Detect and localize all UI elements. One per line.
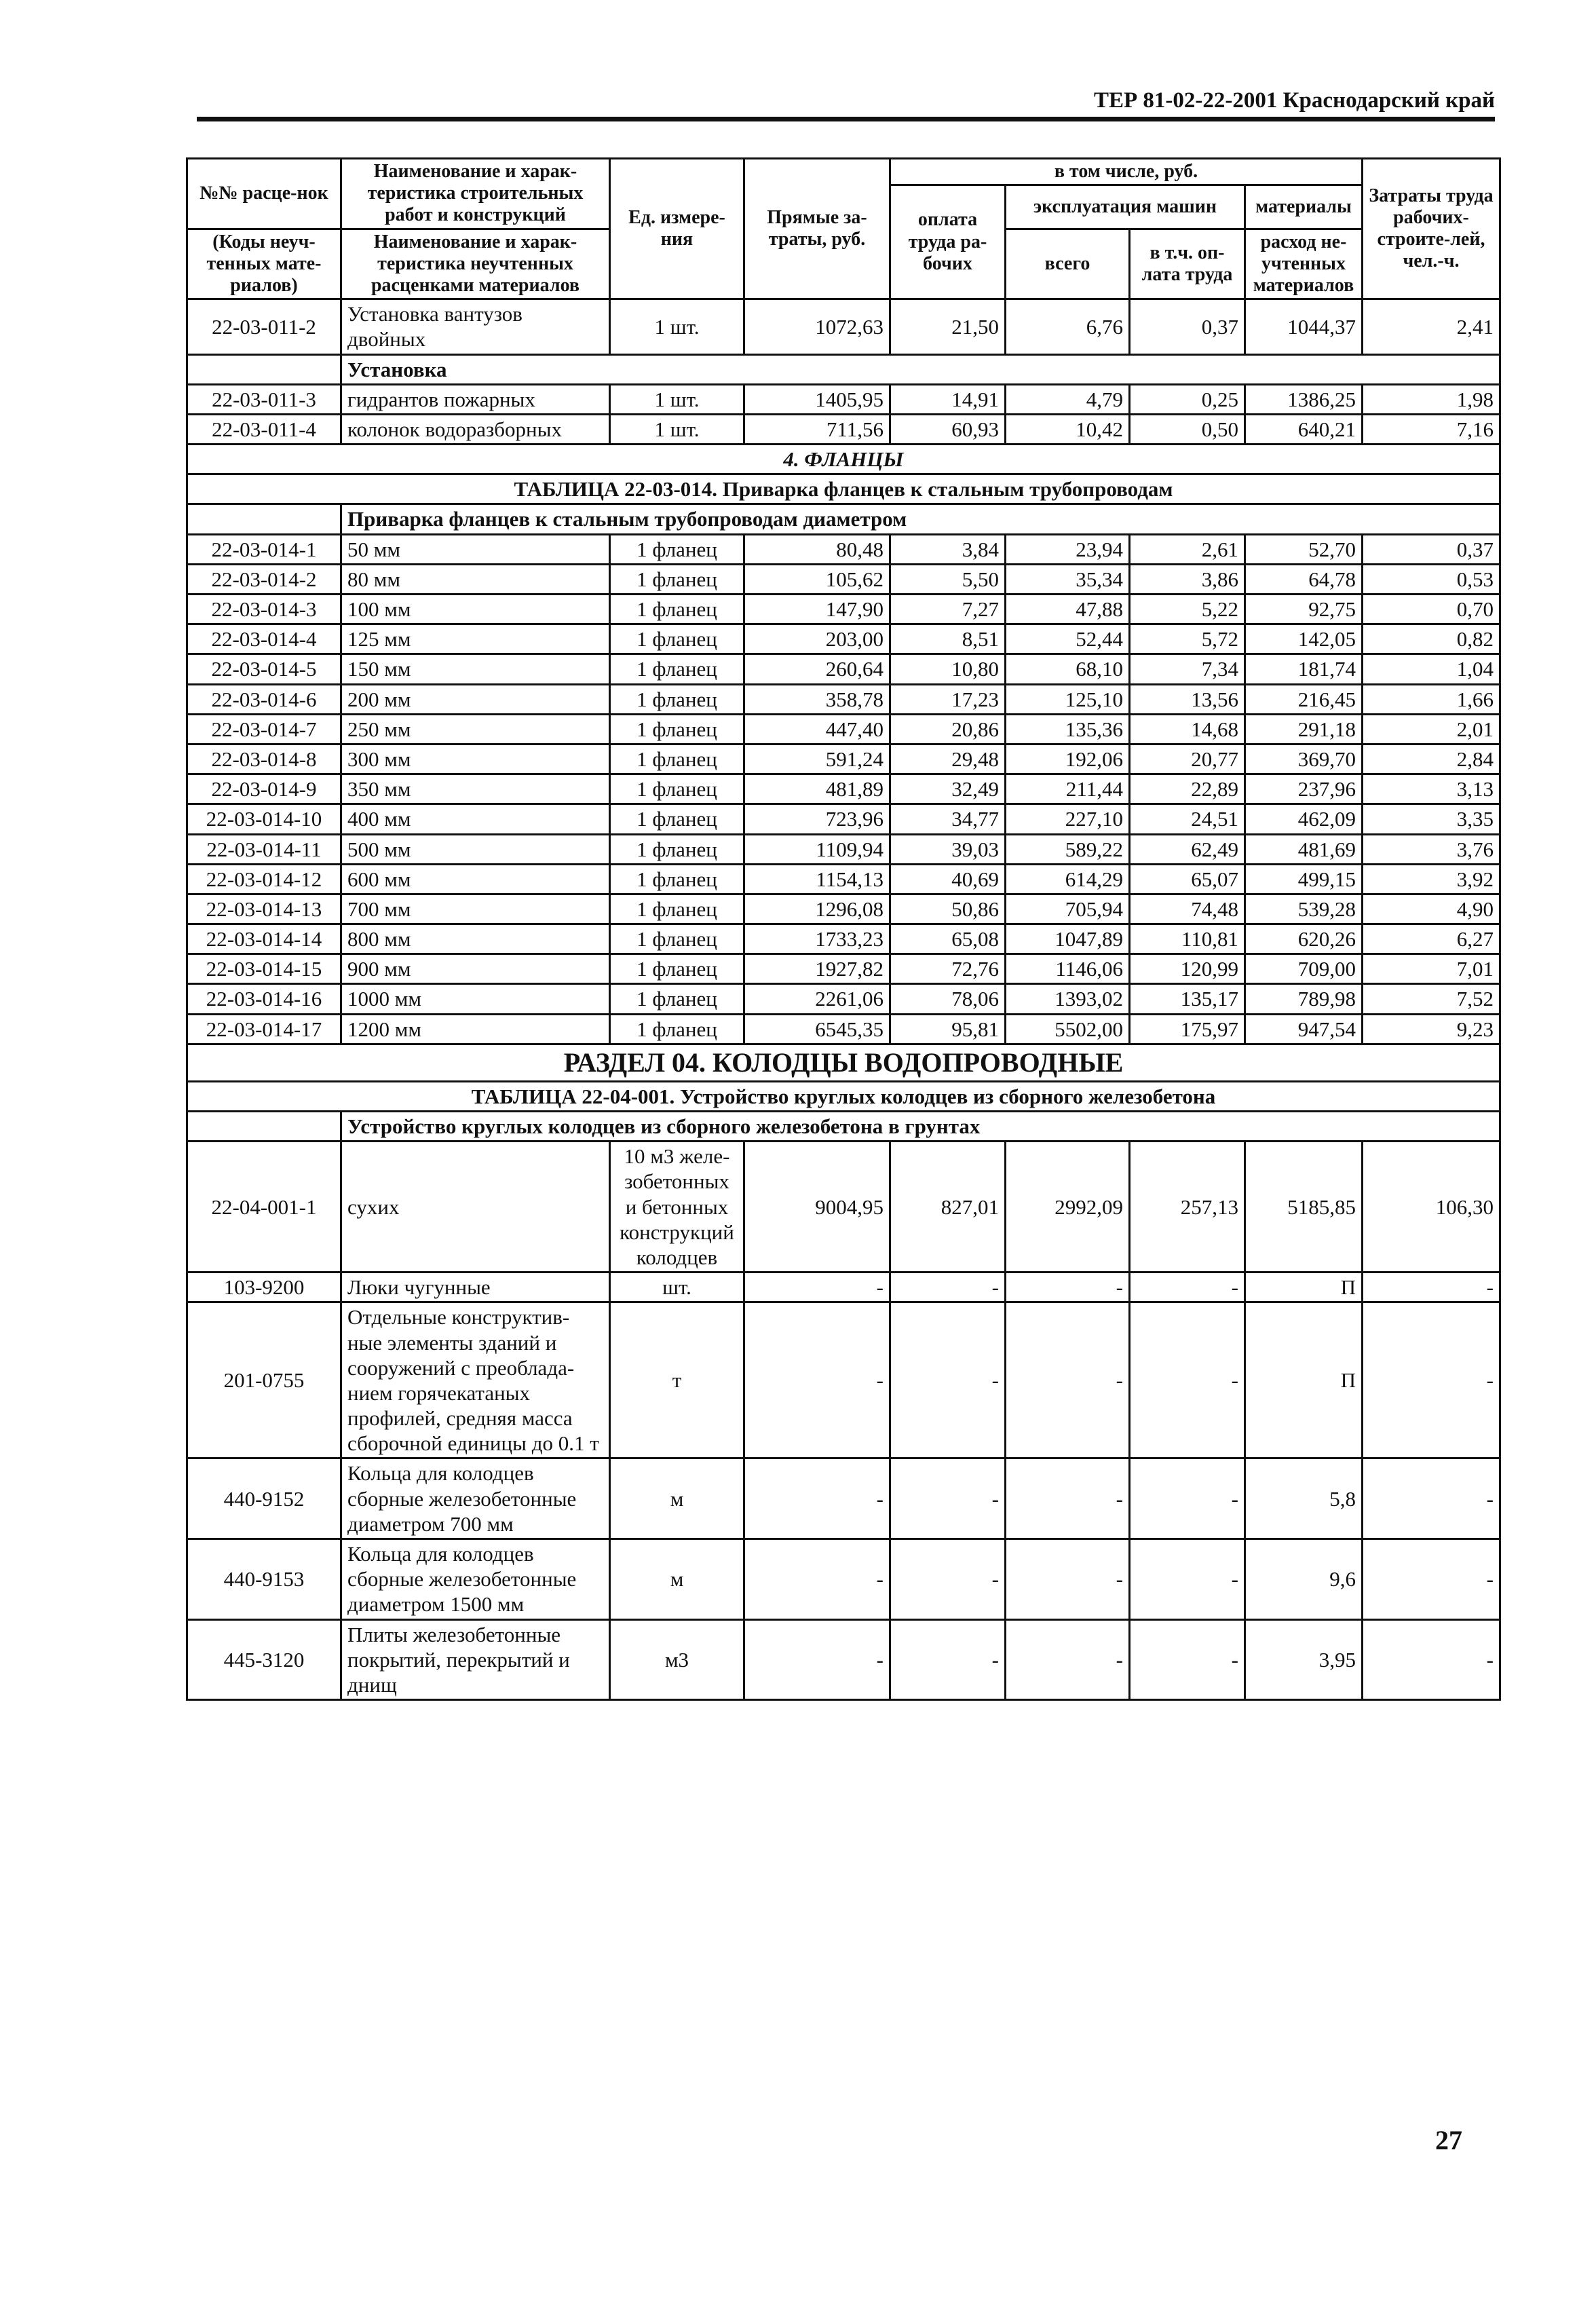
table-row: [187, 654, 1500, 684]
table-row: [187, 414, 1500, 444]
cell-code: 22-03-014-15: [187, 954, 341, 984]
cell-name: сухих: [341, 1142, 610, 1272]
section-title-04: РАЗДЕЛ 04. КОЛОДЦЫ ВОДОПРОВОДНЫЕ: [187, 1044, 1500, 1081]
cell-wages: 40,69: [890, 864, 1006, 894]
col-code-top: №№ расце-нок: [187, 159, 341, 229]
table-subtitle-04-001: Устройство круглых колодцев из сборного железобетона в грунтах: [341, 1112, 1500, 1142]
cell-mach-w: 65,07: [1130, 864, 1245, 894]
cell-labor: 1,66: [1363, 684, 1500, 714]
cell-mach-w: 13,56: [1130, 684, 1245, 714]
cell-unit: 1 фланец: [610, 954, 744, 984]
cell-mach-w: 14,68: [1130, 714, 1245, 744]
table-subtitle-014: Приварка фланцев к стальным трубопроводам диаметром: [341, 504, 1500, 534]
cell-wages: -: [890, 1458, 1006, 1539]
cell-direct: 591,24: [744, 744, 890, 774]
cell-labor: 1,04: [1363, 654, 1500, 684]
cell-labor: 7,52: [1363, 984, 1500, 1014]
rates-table: [186, 157, 1501, 1701]
cell-mach: 47,88: [1006, 595, 1130, 624]
cell-direct: 80,48: [744, 534, 890, 564]
cell-wages: -: [890, 1302, 1006, 1458]
col-machines-wages: в т.ч. оп-лата труда: [1130, 229, 1245, 299]
cell-unit: 1 фланец: [610, 534, 744, 564]
cell-unit: м: [610, 1539, 744, 1620]
table-row: [187, 299, 1500, 354]
cell-mach-w: -: [1130, 1619, 1245, 1700]
cell-name: 1000 мм: [341, 984, 610, 1014]
cell-mach-w: 20,77: [1130, 744, 1245, 774]
cell-mach: 614,29: [1006, 864, 1130, 894]
table-title-014: ТАБЛИЦА 22-03-014. Приварка фланцев к стальным трубопроводам: [187, 474, 1500, 504]
table-row: [187, 1142, 1500, 1272]
cell-wages: 8,51: [890, 624, 1006, 654]
subheader-install: Установка: [341, 354, 1500, 384]
cell-unit: 1 шт.: [610, 384, 744, 414]
cell-mach: 1393,02: [1006, 984, 1130, 1014]
cell-mat: 64,78: [1245, 564, 1363, 594]
header-rule: [197, 117, 1495, 121]
cell-labor: -: [1363, 1458, 1500, 1539]
cell-unit: 1 фланец: [610, 894, 744, 924]
cell-unit: 1 фланец: [610, 864, 744, 894]
cell-mat: 5185,85: [1245, 1142, 1363, 1272]
cell-code: 22-03-014-9: [187, 774, 341, 804]
cell-direct: -: [744, 1272, 890, 1302]
cell-unit: 1 фланец: [610, 744, 744, 774]
cell-code: 445-3120: [187, 1619, 341, 1700]
cell-labor: -: [1363, 1619, 1500, 1700]
cell-wages: 65,08: [890, 924, 1006, 954]
table-title-014-row: [187, 474, 1500, 504]
cell-labor: 9,23: [1363, 1014, 1500, 1044]
cell-wages: 21,50: [890, 299, 1006, 354]
cell-code: 22-03-014-2: [187, 564, 341, 594]
cell-wages: 34,77: [890, 804, 1006, 834]
cell-mat: 5,8: [1245, 1458, 1363, 1539]
cell-name: 900 мм: [341, 954, 610, 984]
cell-code: 440-9153: [187, 1539, 341, 1620]
cell-mach-w: 0,37: [1130, 299, 1245, 354]
cell-direct: 9004,95: [744, 1142, 890, 1272]
table-row: [187, 954, 1500, 984]
cell-code: 22-03-014-3: [187, 595, 341, 624]
cell-unit: 10 м3 желе-зобетонных и бетонных конструкций колодцев: [610, 1142, 744, 1272]
cell-name: 250 мм: [341, 714, 610, 744]
cell-direct: 447,40: [744, 714, 890, 744]
cell-code: 22-03-011-4: [187, 414, 341, 444]
cell-mach: 2992,09: [1006, 1142, 1130, 1272]
cell-mach-w: 175,97: [1130, 1014, 1245, 1044]
cell-mach: 10,42: [1006, 414, 1130, 444]
col-direct: Прямые за-траты, руб.: [744, 159, 890, 299]
table-row: [187, 684, 1500, 714]
cell-mach: 52,44: [1006, 624, 1130, 654]
cell-mach-w: 0,25: [1130, 384, 1245, 414]
cell-code: 22-03-014-4: [187, 624, 341, 654]
cell-mat: 789,98: [1245, 984, 1363, 1014]
cell-wages: 50,86: [890, 894, 1006, 924]
col-wages: оплата труда ра-бочих: [890, 185, 1006, 299]
empty-cell: [187, 354, 341, 384]
cell-wages: 29,48: [890, 744, 1006, 774]
cell-direct: 1072,63: [744, 299, 890, 354]
cell-mach: 227,10: [1006, 804, 1130, 834]
cell-labor: 0,70: [1363, 595, 1500, 624]
cell-mat: 291,18: [1245, 714, 1363, 744]
cell-mach-w: 5,22: [1130, 595, 1245, 624]
cell-code: 22-03-014-8: [187, 744, 341, 774]
cell-wages: 20,86: [890, 714, 1006, 744]
document-header: ТЕР 81-02-22-2001 Краснодарский край: [1093, 88, 1495, 113]
cell-wages: 5,50: [890, 564, 1006, 594]
cell-labor: 106,30: [1363, 1142, 1500, 1272]
cell-name: 400 мм: [341, 804, 610, 834]
table-row: [187, 864, 1500, 894]
table-row: [187, 1619, 1500, 1700]
cell-direct: 723,96: [744, 804, 890, 834]
empty-cell: [187, 1112, 341, 1142]
cell-labor: 0,82: [1363, 624, 1500, 654]
cell-mach-w: -: [1130, 1302, 1245, 1458]
cell-code: 103-9200: [187, 1272, 341, 1302]
col-name-top: Наименование и харак-теристика строительных работ и конструкций: [341, 159, 610, 229]
col-labor: Затраты труда рабочих-строите-лей, чел.-ч.: [1363, 159, 1500, 299]
cell-code: 22-03-014-16: [187, 984, 341, 1014]
cell-mat: 481,69: [1245, 834, 1363, 864]
cell-unit: 1 фланец: [610, 774, 744, 804]
cell-mat: 9,6: [1245, 1539, 1363, 1620]
cell-unit: 1 шт.: [610, 299, 744, 354]
cell-unit: 1 фланец: [610, 564, 744, 594]
cell-mach: 6,76: [1006, 299, 1130, 354]
cell-name: Люки чугунные: [341, 1272, 610, 1302]
cell-name: гидрантов пожарных: [341, 384, 610, 414]
cell-direct: 6545,35: [744, 1014, 890, 1044]
cell-wages: 78,06: [890, 984, 1006, 1014]
cell-direct: 1154,13: [744, 864, 890, 894]
table-row: [187, 714, 1500, 744]
cell-mach: 589,22: [1006, 834, 1130, 864]
cell-name: 100 мм: [341, 595, 610, 624]
col-including: в том числе, руб.: [890, 159, 1363, 185]
cell-wages: 3,84: [890, 534, 1006, 564]
cell-direct: -: [744, 1619, 890, 1700]
cell-wages: 39,03: [890, 834, 1006, 864]
cell-unit: 1 фланец: [610, 654, 744, 684]
cell-wages: 60,93: [890, 414, 1006, 444]
cell-labor: 1,98: [1363, 384, 1500, 414]
table-row: [187, 924, 1500, 954]
section-title-flanges: 4. ФЛАНЦЫ: [187, 445, 1500, 474]
cell-code: 22-03-014-10: [187, 804, 341, 834]
cell-code: 22-04-001-1: [187, 1142, 341, 1272]
table-row: [187, 804, 1500, 834]
col-machines-total: всего: [1006, 229, 1130, 299]
cell-mach: -: [1006, 1539, 1130, 1620]
cell-mach-w: 22,89: [1130, 774, 1245, 804]
cell-mat: П: [1245, 1272, 1363, 1302]
cell-name: 700 мм: [341, 894, 610, 924]
cell-labor: 3,35: [1363, 804, 1500, 834]
cell-mat: 462,09: [1245, 804, 1363, 834]
table-row: [187, 1014, 1500, 1044]
cell-mach: 705,94: [1006, 894, 1130, 924]
cell-wages: 827,01: [890, 1142, 1006, 1272]
cell-labor: -: [1363, 1302, 1500, 1458]
cell-wages: 95,81: [890, 1014, 1006, 1044]
table-row: [187, 834, 1500, 864]
cell-mach-w: 3,86: [1130, 564, 1245, 594]
table-subtitle-014-row: [187, 504, 1500, 534]
cell-unit: 1 фланец: [610, 804, 744, 834]
cell-mach: 192,06: [1006, 744, 1130, 774]
cell-name: 50 мм: [341, 534, 610, 564]
cell-direct: 1733,23: [744, 924, 890, 954]
table-row: [187, 894, 1500, 924]
cell-name: Кольца для колодцев сборные железобетонные диаметром 700 мм: [341, 1458, 610, 1539]
cell-mach: 135,36: [1006, 714, 1130, 744]
cell-code: 22-03-011-3: [187, 384, 341, 414]
cell-code: 22-03-011-2: [187, 299, 341, 354]
cell-mat: 216,45: [1245, 684, 1363, 714]
cell-direct: 260,64: [744, 654, 890, 684]
cell-direct: 1296,08: [744, 894, 890, 924]
table-title-04-001: ТАБЛИЦА 22-04-001. Устройство круглых колодцев из сборного железобетона: [187, 1081, 1500, 1111]
cell-code: 201-0755: [187, 1302, 341, 1458]
cell-direct: -: [744, 1302, 890, 1458]
cell-mach-w: -: [1130, 1539, 1245, 1620]
cell-wages: 10,80: [890, 654, 1006, 684]
cell-name: 500 мм: [341, 834, 610, 864]
table-row: [187, 384, 1500, 414]
cell-mach-w: 120,99: [1130, 954, 1245, 984]
cell-mat: 237,96: [1245, 774, 1363, 804]
cell-name: 1200 мм: [341, 1014, 610, 1044]
cell-mach: -: [1006, 1272, 1130, 1302]
cell-code: 22-03-014-12: [187, 864, 341, 894]
cell-labor: 0,37: [1363, 534, 1500, 564]
col-machines: эксплуатация машин: [1006, 185, 1245, 229]
cell-mat: 3,95: [1245, 1619, 1363, 1700]
cell-mach-w: 62,49: [1130, 834, 1245, 864]
table-row: [187, 744, 1500, 774]
cell-direct: 711,56: [744, 414, 890, 444]
cell-wages: -: [890, 1619, 1006, 1700]
cell-mat: 620,26: [1245, 924, 1363, 954]
cell-labor: 3,76: [1363, 834, 1500, 864]
cell-name: 300 мм: [341, 744, 610, 774]
cell-mach-w: 257,13: [1130, 1142, 1245, 1272]
cell-name: 80 мм: [341, 564, 610, 594]
cell-mach: 4,79: [1006, 384, 1130, 414]
col-materials: материалы: [1245, 185, 1363, 229]
cell-name: 200 мм: [341, 684, 610, 714]
cell-mach-w: -: [1130, 1272, 1245, 1302]
cell-mat: 1386,25: [1245, 384, 1363, 414]
cell-code: 22-03-014-6: [187, 684, 341, 714]
cell-name: 600 мм: [341, 864, 610, 894]
cell-mach: 68,10: [1006, 654, 1130, 684]
cell-code: 22-03-014-5: [187, 654, 341, 684]
cell-unit: 1 фланец: [610, 984, 744, 1014]
cell-mach-w: 0,50: [1130, 414, 1245, 444]
cell-labor: 2,01: [1363, 714, 1500, 744]
table-row: [187, 534, 1500, 564]
cell-wages: 17,23: [890, 684, 1006, 714]
table-row: [187, 1458, 1500, 1539]
cell-labor: 7,01: [1363, 954, 1500, 984]
table-row: [187, 1539, 1500, 1620]
col-name-bottom: Наименование и харак-теристика неучтенных расценками материалов: [341, 229, 610, 299]
cell-direct: 147,90: [744, 595, 890, 624]
table-row: [187, 564, 1500, 594]
cell-mach: 1047,89: [1006, 924, 1130, 954]
cell-unit: т: [610, 1302, 744, 1458]
cell-direct: 105,62: [744, 564, 890, 594]
cell-mach: -: [1006, 1302, 1130, 1458]
cell-unit: 1 фланец: [610, 714, 744, 744]
table-row: [187, 624, 1500, 654]
cell-direct: 358,78: [744, 684, 890, 714]
cell-mat: 640,21: [1245, 414, 1363, 444]
cell-labor: 3,13: [1363, 774, 1500, 804]
cell-direct: 1927,82: [744, 954, 890, 984]
section-title-04-row: [187, 1044, 1500, 1081]
cell-unit: шт.: [610, 1272, 744, 1302]
cell-unit: 1 фланец: [610, 595, 744, 624]
cell-unit: 1 фланец: [610, 834, 744, 864]
cell-direct: -: [744, 1458, 890, 1539]
section-title-flanges-row: [187, 445, 1500, 474]
cell-code: 22-03-014-17: [187, 1014, 341, 1044]
cell-name: Кольца для колодцев сборные железобетонные диаметром 1500 мм: [341, 1539, 610, 1620]
cell-labor: 6,27: [1363, 924, 1500, 954]
cell-mat: 369,70: [1245, 744, 1363, 774]
cell-mach: -: [1006, 1619, 1130, 1700]
cell-mat: 499,15: [1245, 864, 1363, 894]
cell-unit: м3: [610, 1619, 744, 1700]
cell-mach-w: 7,34: [1130, 654, 1245, 684]
cell-wages: -: [890, 1539, 1006, 1620]
cell-mat: 1044,37: [1245, 299, 1363, 354]
cell-labor: 0,53: [1363, 564, 1500, 594]
cell-unit: 1 фланец: [610, 1014, 744, 1044]
cell-mach-w: 24,51: [1130, 804, 1245, 834]
cell-mach-w: 74,48: [1130, 894, 1245, 924]
cell-mat: 947,54: [1245, 1014, 1363, 1044]
cell-mach: 125,10: [1006, 684, 1130, 714]
table-row: [187, 984, 1500, 1014]
cell-name: колонок водоразборных: [341, 414, 610, 444]
cell-unit: 1 фланец: [610, 624, 744, 654]
table-title-04-001-row: [187, 1081, 1500, 1111]
cell-mat: П: [1245, 1302, 1363, 1458]
page-number: 27: [1435, 2125, 1462, 2155]
cell-mach: -: [1006, 1458, 1130, 1539]
col-code-bottom: (Коды неуч-тенных мате-риалов): [187, 229, 341, 299]
cell-name: 125 мм: [341, 624, 610, 654]
cell-wages: 32,49: [890, 774, 1006, 804]
cell-direct: 2261,06: [744, 984, 890, 1014]
cell-name: 350 мм: [341, 774, 610, 804]
cell-direct: -: [744, 1539, 890, 1620]
col-unit: Ед. измере-ния: [610, 159, 744, 299]
cell-mach: 5502,00: [1006, 1014, 1130, 1044]
cell-mach-w: 2,61: [1130, 534, 1245, 564]
cell-labor: 4,90: [1363, 894, 1500, 924]
cell-mach-w: 110,81: [1130, 924, 1245, 954]
table-row: [187, 1302, 1500, 1458]
table-row: [187, 595, 1500, 624]
cell-mat: 709,00: [1245, 954, 1363, 984]
cell-name: Установка вантузов двойных: [341, 299, 610, 354]
cell-mach-w: -: [1130, 1458, 1245, 1539]
cell-labor: 7,16: [1363, 414, 1500, 444]
cell-unit: м: [610, 1458, 744, 1539]
cell-wages: 7,27: [890, 595, 1006, 624]
cell-unit: 1 фланец: [610, 684, 744, 714]
cell-code: 22-03-014-7: [187, 714, 341, 744]
table-row: [187, 1272, 1500, 1302]
cell-direct: 1405,95: [744, 384, 890, 414]
cell-name: 800 мм: [341, 924, 610, 954]
cell-direct: 481,89: [744, 774, 890, 804]
cell-wages: -: [890, 1272, 1006, 1302]
cell-unit: 1 фланец: [610, 924, 744, 954]
cell-name: Плиты железобетонные покрытий, перекрытий и днищ: [341, 1619, 610, 1700]
cell-mach: 35,34: [1006, 564, 1130, 594]
cell-code: 22-03-014-1: [187, 534, 341, 564]
empty-cell: [187, 504, 341, 534]
cell-code: 22-03-014-11: [187, 834, 341, 864]
cell-code: 22-03-014-13: [187, 894, 341, 924]
cell-mat: 92,75: [1245, 595, 1363, 624]
cell-wages: 14,91: [890, 384, 1006, 414]
cell-mat: 142,05: [1245, 624, 1363, 654]
cell-code: 22-03-014-14: [187, 924, 341, 954]
subheader-install-row: [187, 354, 1500, 384]
cell-name: Отдельные конструктив-ные элементы зданий и сооружений с преоблада-нием горячекатаных профилей, средняя масса сборочной единицы до 0.1 т: [341, 1302, 610, 1458]
cell-labor: 2,84: [1363, 744, 1500, 774]
cell-labor: 3,92: [1363, 864, 1500, 894]
cell-unit: 1 шт.: [610, 414, 744, 444]
cell-mat: 539,28: [1245, 894, 1363, 924]
cell-mach: 211,44: [1006, 774, 1130, 804]
cell-mach-w: 5,72: [1130, 624, 1245, 654]
header-row-1: [187, 159, 1500, 185]
cell-code: 440-9152: [187, 1458, 341, 1539]
table-subtitle-04-001-row: [187, 1112, 1500, 1142]
cell-wages: 72,76: [890, 954, 1006, 984]
cell-name: 150 мм: [341, 654, 610, 684]
cell-direct: 203,00: [744, 624, 890, 654]
cell-labor: 2,41: [1363, 299, 1500, 354]
cell-mach: 1146,06: [1006, 954, 1130, 984]
cell-mach: 23,94: [1006, 534, 1130, 564]
cell-direct: 1109,94: [744, 834, 890, 864]
cell-mat: 52,70: [1245, 534, 1363, 564]
cell-mat: 181,74: [1245, 654, 1363, 684]
cell-labor: -: [1363, 1272, 1500, 1302]
col-materials-sub: расход не-учтенных материалов: [1245, 229, 1363, 299]
cell-mach-w: 135,17: [1130, 984, 1245, 1014]
table-row: [187, 774, 1500, 804]
cell-labor: -: [1363, 1539, 1500, 1620]
